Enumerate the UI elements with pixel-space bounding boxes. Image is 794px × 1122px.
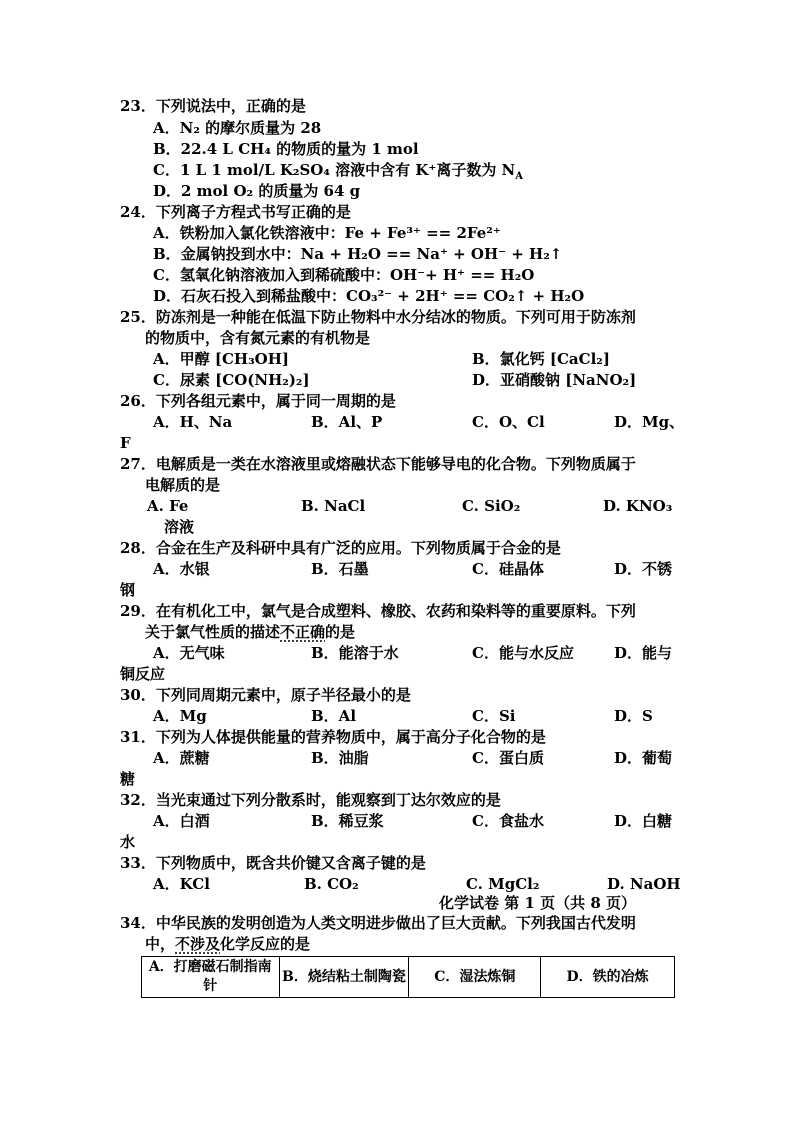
q32-option-d-wrap: 水 [120, 833, 136, 851]
q31-stem: 31．下列为人体提供能量的营养物质中，属于高分子化合物的是 [120, 728, 546, 746]
q32-option-b: B．稀豆浆 [311, 812, 384, 830]
q32-option-a: A．白酒 [153, 812, 210, 830]
q32-option-c: C．食盐水 [472, 812, 544, 830]
q23-stem: 23．下列说法中，正确的是 [120, 97, 306, 115]
q26-option-b: B．Al、P [311, 413, 383, 431]
q23-option-d: D．2 mol O₂ 的质量为 64 g [153, 182, 361, 200]
q27-option-a: A. Fe [147, 497, 189, 515]
q34-stem-emphasis: 不涉及 [175, 935, 221, 953]
q25-option-a: A．甲醇 [CH₃OH] [153, 350, 289, 368]
q25-stem-line1: 25．防冻剂是一种能在低温下防止物料中水分结冰的物质。下列可用于防冻剂 [120, 308, 636, 326]
q28-option-d-wrap: 钢 [120, 581, 136, 599]
q29-stem-part-a: 关于氯气性质的描述 [145, 623, 281, 641]
q26-option-a: A．H、Na [153, 413, 233, 431]
q27-option-c: C. SiO₂ [462, 497, 521, 515]
q34-stem-line2 [145, 934, 310, 955]
q24-option-b: B．金属钠投到水中：Na + H₂O == Na⁺ + OH⁻ + H₂↑ [153, 245, 563, 263]
q30-option-a: A．Mg [153, 707, 207, 725]
q34-stem-part-a: 中， [145, 935, 176, 953]
q31-option-c: C．蛋白质 [472, 749, 544, 767]
q29-stem-emphasis: 不正确 [280, 623, 326, 641]
q27-stem-line2: 电解质的是 [145, 476, 221, 494]
q33-option-a: A．KCl [153, 875, 210, 893]
q27-stem-line1: 27．电解质是一类在水溶液里或熔融状态下能够导电的化合物。下列物质属于 [120, 455, 636, 473]
q29-stem-line2 [145, 622, 355, 643]
q29-option-c: C．能与水反应 [472, 644, 574, 662]
q26-option-d-wrap: F [120, 434, 131, 452]
q23-option-b: B．22.4 L CH₄ 的物质的量为 1 mol [153, 140, 419, 158]
q34-option-a: A．打磨磁石制指南针 [142, 957, 280, 998]
q31-option-d-wrap: 糖 [120, 770, 136, 788]
q32-stem: 32．当光束通过下列分散系时，能观察到丁达尔效应的是 [120, 791, 501, 809]
q26-option-c: C．O、Cl [472, 413, 545, 431]
q28-option-d: D．不锈 [614, 560, 673, 578]
q33-option-b: B. CO₂ [304, 875, 359, 893]
q34-stem-part-c: 化学反应的是 [220, 935, 311, 953]
table-row [142, 957, 675, 998]
q30-stem: 30．下列同周期元素中，原子半径最小的是 [120, 686, 411, 704]
q25-stem-line2: 的物质中，含有氮元素的有机物是 [145, 329, 371, 347]
q23-option-c-text: C．1 L 1 mol/L K₂SO₄ 溶液中含有 K⁺离子数为 N [153, 161, 516, 179]
q33-stem: 33．下列物质中，既含共价键又含离子键的是 [120, 854, 426, 872]
q30-option-d: D．S [614, 707, 653, 725]
q26-stem: 26．下列各组元素中，属于同一周期的是 [120, 392, 396, 410]
q23-option-c [153, 160, 523, 181]
q34-option-d: D．铁的冶炼 [541, 957, 675, 998]
q29-stem-part-c: 的是 [325, 623, 356, 641]
q33-option-c: C. MgCl₂ [466, 875, 540, 893]
page-footer: 化学试卷 第 1 页（共 8 页） [439, 894, 636, 912]
q29-option-d-wrap: 铜反应 [120, 665, 166, 683]
q29-stem-line1: 29．在有机化工中，氯气是合成塑料、橡胶、农药和染料等的重要原料。下列 [120, 602, 636, 620]
q28-option-b: B．石墨 [311, 560, 369, 578]
q34-stem-line1: 34．中华民族的发明创造为人类文明进步做出了巨大贡献。下列我国古代发明 [120, 914, 636, 932]
q23-option-a: A．N₂ 的摩尔质量为 28 [153, 119, 322, 137]
q24-option-d: D．石灰石投入到稀盐酸中：CO₃²⁻ + 2H⁺ == CO₂↑ + H₂O [153, 287, 585, 305]
q30-option-b: B．Al [311, 707, 357, 725]
q34-option-b: B．烧结粘土制陶瓷 [279, 957, 409, 998]
q25-option-b: B．氯化钙 [CaCl₂] [472, 350, 610, 368]
q25-option-c: C．尿素 [CO(NH₂)₂] [153, 371, 310, 389]
q23-option-c-sub: A [515, 171, 524, 182]
q27-option-b: B. NaCl [301, 497, 366, 515]
q26-option-d: D．Mg、 [614, 413, 685, 431]
q28-option-c: C．硅晶体 [472, 560, 544, 578]
q31-option-d: D．葡萄 [614, 749, 673, 767]
q29-option-d: D．能与 [614, 644, 673, 662]
q30-option-c: C．Si [472, 707, 516, 725]
q28-option-a: A．水银 [153, 560, 210, 578]
q32-option-d: D．白糖 [614, 812, 673, 830]
q29-option-b: B．能溶于水 [311, 644, 399, 662]
q24-option-c: C．氢氧化钠溶液加入到稀硫酸中：OH⁻+ H⁺ == H₂O [153, 266, 535, 284]
q33-option-d: D. NaOH [607, 875, 681, 893]
q24-stem: 24．下列离子方程式书写正确的是 [120, 203, 351, 221]
q29-option-a: A．无气味 [153, 644, 225, 662]
q31-option-b: B．油脂 [311, 749, 369, 767]
q28-stem: 28．合金在生产及科研中具有广泛的应用。下列物质属于合金的是 [120, 539, 561, 557]
q31-option-a: A．蔗糖 [153, 749, 210, 767]
q25-option-d: D．亚硝酸钠 [NaNO₂] [472, 371, 637, 389]
q34-options-table [141, 956, 675, 998]
q24-option-a: A．铁粉加入氯化铁溶液中：Fe + Fe³⁺ == 2Fe²⁺ [153, 224, 501, 242]
q27-option-d-wrap: 溶液 [164, 518, 195, 536]
q27-option-d: D. KNO₃ [603, 497, 673, 515]
q34-option-c: C．湿法炼铜 [409, 957, 541, 998]
